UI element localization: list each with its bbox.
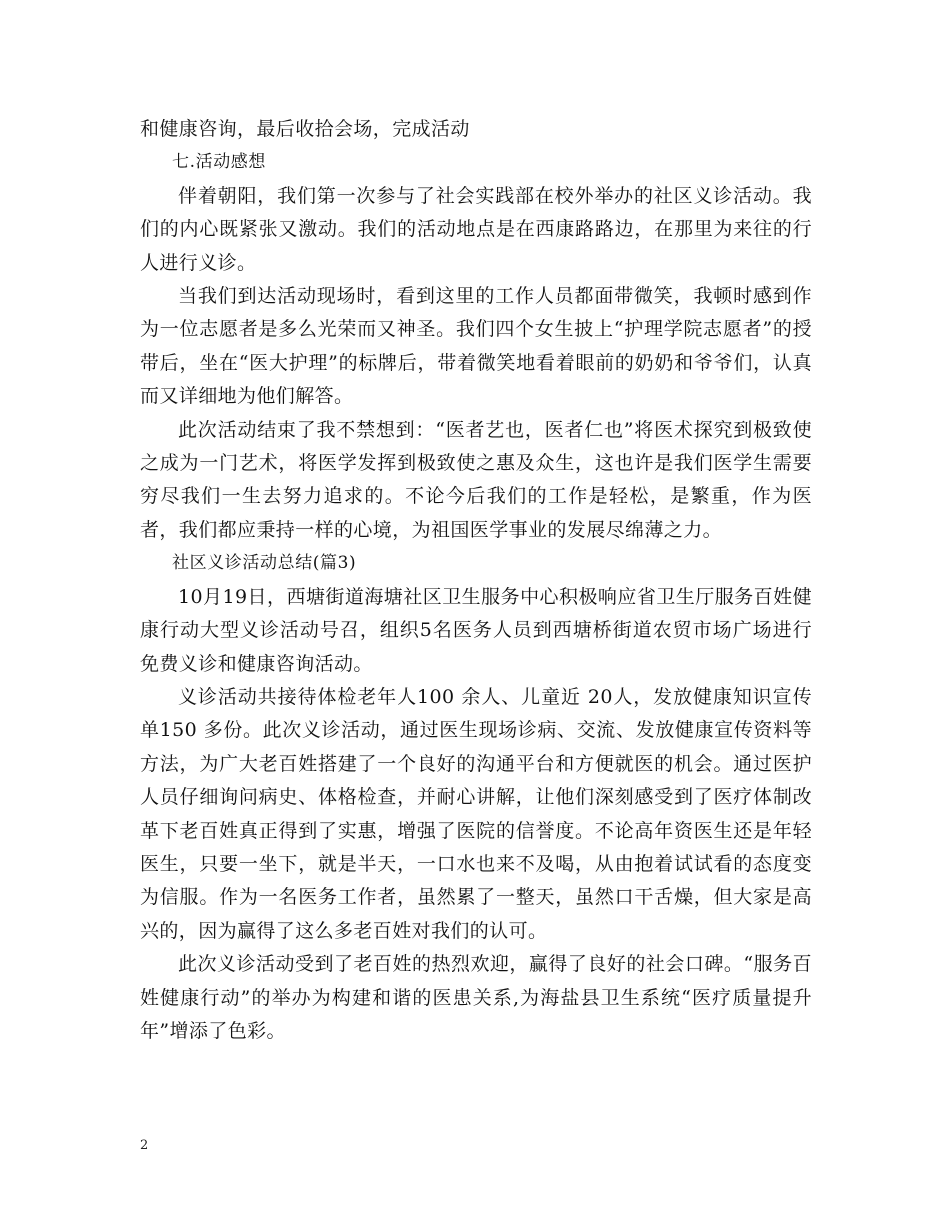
paragraph: 伴着朝阳，我们第一次参与了社会实践部在校外举办的社区义诊活动。我们的内心既紧张又激动。我们的活动地点是在西康路路边，在那里为来往的行人进行义诊。 bbox=[140, 184, 812, 274]
paragraph-continuation: 和健康咨询，最后收拾会场，完成活动 bbox=[140, 118, 470, 140]
page-number: 2 bbox=[140, 1138, 149, 1153]
paragraph: 此次义诊活动受到了老百姓的热烈欢迎，赢得了良好的社会口碑。“服务百姓健康行动”的举办为构建和谐的医患关系,为海盐县卫生系统“医疗质量提升年”增添了色彩。 bbox=[140, 953, 812, 1042]
document-body bbox=[140, 113, 812, 1048]
section-heading-summary-3: 社区义诊活动总结(篇3) bbox=[172, 553, 357, 574]
paragraph: 义诊活动共接待体检老年人100 余人、儿童近 20人，发放健康知识宣传单150 多份。此次义诊活动，通过医生现场诊病、交流、发放健康宣传资料等方法，为广大老百姓搭建了一个良好的沟通平台和方便就医的机会。通过医护人员仔细询问病史、体格检查，并耐心讲解，让他们深刻感受到了医疗体制改革下老百姓真正得到了实惠，增强了医院的信誉度。不论高年资医生还是年轻医生，只要一坐下，就是半天，一口水也来不及喝，从由抱着试试看的态度变为信服。作为一名医务工作者，虽然累了一整天，虽然口干舌燥，但大家是高兴的，因为赢得了这么多老百姓对我们的认可。 bbox=[140, 685, 812, 942]
paragraph: 当我们到达活动现场时，看到这里的工作人员都面带微笑，我顿时感到作为一位志愿者是多么光荣而又神圣。我们四个女生披上“护理学院志愿者”的授带后，坐在“医大护理”的标牌后，带着微笑地看着眼前的奶奶和爷爷们，认真而又详细地为他们解答。 bbox=[140, 285, 812, 408]
section-heading-reflections: 七.活动感想 bbox=[172, 152, 267, 173]
paragraph: 10月19日，西塘街道海塘社区卫生服务中心积极响应省卫生厅服务百姓健康行动大型义诊活动号召，组织5名医务人员到西塘桥街道农贸市场广场进行免费义诊和健康咨询活动。 bbox=[140, 585, 812, 675]
paragraph: 此次活动结束了我不禁想到：“医者艺也，医者仁也”将医术探究到极致使之成为一门艺术，将医学发挥到极致使之惠及众生，这也许是我们医学生需要穷尽我们一生去努力追求的。不论今后我们的工作是轻松，是繁重，作为医者，我们都应秉持一样的心境，为祖国医学事业的发展尽绵薄之力。 bbox=[140, 418, 812, 541]
